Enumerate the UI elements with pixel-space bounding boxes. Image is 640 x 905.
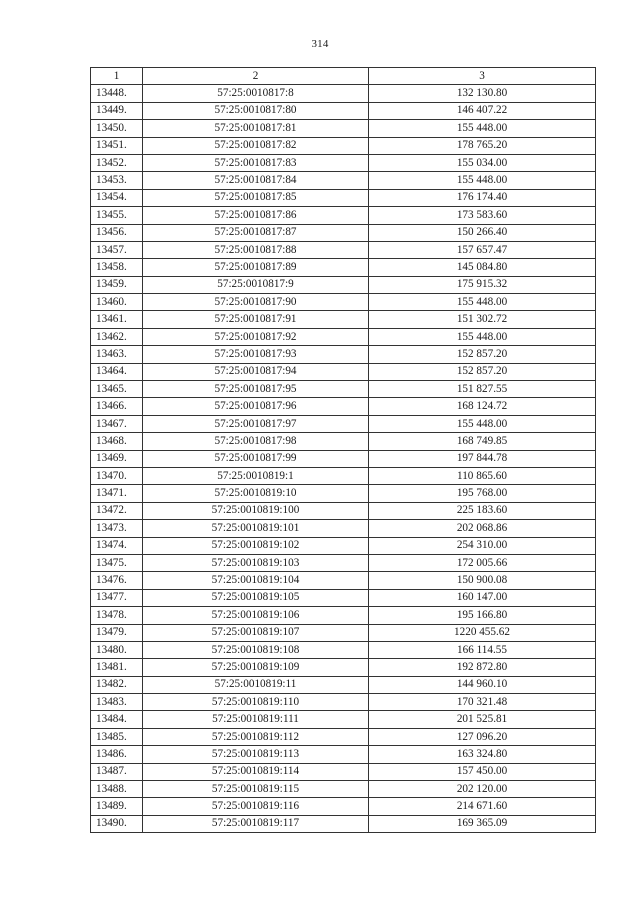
table-row — [91, 781, 596, 798]
value-cell: 144 960.10 — [369, 676, 596, 693]
cadastral-number-cell: 57:25:0010819:117 — [143, 815, 369, 832]
value-cell: 170 321.48 — [369, 694, 596, 711]
cadastral-number-cell: 57:25:0010819:105 — [143, 589, 369, 606]
value-cell: 155 034.00 — [369, 154, 596, 171]
row-number-cell: 13488. — [91, 781, 143, 798]
value-cell: 145 084.80 — [369, 259, 596, 276]
value-cell: 225 183.60 — [369, 502, 596, 519]
row-number-cell: 13467. — [91, 415, 143, 432]
header-col-1: 1 — [91, 68, 143, 85]
row-number-cell: 13469. — [91, 450, 143, 467]
row-number-cell: 13462. — [91, 328, 143, 345]
value-cell: 157 657.47 — [369, 241, 596, 258]
value-cell: 1220 455.62 — [369, 624, 596, 641]
table-row — [91, 815, 596, 832]
header-col-3: 3 — [369, 68, 596, 85]
value-cell: 155 448.00 — [369, 172, 596, 189]
value-cell: 214 671.60 — [369, 798, 596, 815]
value-cell: 152 857.20 — [369, 363, 596, 380]
cadastral-number-cell: 57:25:0010817:90 — [143, 294, 369, 311]
cadastral-number-cell: 57:25:0010817:87 — [143, 224, 369, 241]
row-number-cell: 13480. — [91, 641, 143, 658]
row-number-cell: 13458. — [91, 259, 143, 276]
value-cell: 172 005.66 — [369, 554, 596, 571]
table-row — [91, 502, 596, 519]
cadastral-number-cell: 57:25:0010819:10 — [143, 485, 369, 502]
cadastral-number-cell: 57:25:0010817:88 — [143, 241, 369, 258]
row-number-cell: 13463. — [91, 346, 143, 363]
table-row — [91, 711, 596, 728]
value-cell: 175 915.32 — [369, 276, 596, 293]
registry-table — [90, 67, 596, 833]
cadastral-number-cell: 57:25:0010817:86 — [143, 207, 369, 224]
table-row — [91, 572, 596, 589]
value-cell: 168 749.85 — [369, 433, 596, 450]
cadastral-number-cell: 57:25:0010819:103 — [143, 554, 369, 571]
table-row — [91, 589, 596, 606]
page-number: 314 — [311, 38, 329, 50]
table-row — [91, 728, 596, 745]
row-number-cell: 13448. — [91, 85, 143, 102]
table-row — [91, 676, 596, 693]
value-cell: 150 266.40 — [369, 224, 596, 241]
table-row — [91, 102, 596, 119]
table-row — [91, 137, 596, 154]
row-number-cell: 13451. — [91, 137, 143, 154]
value-cell: 160 147.00 — [369, 589, 596, 606]
value-cell: 195 768.00 — [369, 485, 596, 502]
table-row — [91, 450, 596, 467]
cadastral-number-cell: 57:25:0010819:116 — [143, 798, 369, 815]
cadastral-number-cell: 57:25:0010817:95 — [143, 381, 369, 398]
cadastral-number-cell: 57:25:0010817:91 — [143, 311, 369, 328]
table-row — [91, 415, 596, 432]
table-row — [91, 120, 596, 137]
row-number-cell: 13478. — [91, 607, 143, 624]
table-row — [91, 433, 596, 450]
row-number-cell: 13484. — [91, 711, 143, 728]
cadastral-number-cell: 57:25:0010817:99 — [143, 450, 369, 467]
value-cell: 155 448.00 — [369, 328, 596, 345]
value-cell: 169 365.09 — [369, 815, 596, 832]
value-cell: 195 166.80 — [369, 607, 596, 624]
cadastral-number-cell: 57:25:0010817:85 — [143, 189, 369, 206]
table-row — [91, 276, 596, 293]
cadastral-number-cell: 57:25:0010817:82 — [143, 137, 369, 154]
row-number-cell: 13479. — [91, 624, 143, 641]
table-row — [91, 294, 596, 311]
cadastral-number-cell: 57:25:0010817:92 — [143, 328, 369, 345]
row-number-cell: 13475. — [91, 554, 143, 571]
cadastral-number-cell: 57:25:0010819:1 — [143, 467, 369, 484]
table-row — [91, 485, 596, 502]
row-number-cell: 13457. — [91, 241, 143, 258]
value-cell: 151 302.72 — [369, 311, 596, 328]
table-body — [91, 85, 596, 833]
value-cell: 192 872.80 — [369, 659, 596, 676]
cadastral-number-cell: 57:25:0010817:93 — [143, 346, 369, 363]
cadastral-number-cell: 57:25:0010817:84 — [143, 172, 369, 189]
value-cell: 127 096.20 — [369, 728, 596, 745]
table-row — [91, 85, 596, 102]
table-row — [91, 520, 596, 537]
cadastral-number-cell: 57:25:0010819:102 — [143, 537, 369, 554]
row-number-cell: 13464. — [91, 363, 143, 380]
value-cell: 173 583.60 — [369, 207, 596, 224]
row-number-cell: 13477. — [91, 589, 143, 606]
cadastral-number-cell: 57:25:0010819:114 — [143, 763, 369, 780]
cadastral-number-cell: 57:25:0010817:81 — [143, 120, 369, 137]
row-number-cell: 13472. — [91, 502, 143, 519]
cadastral-number-cell: 57:25:0010817:83 — [143, 154, 369, 171]
cadastral-number-cell: 57:25:0010817:89 — [143, 259, 369, 276]
cadastral-number-cell: 57:25:0010819:109 — [143, 659, 369, 676]
table-row — [91, 554, 596, 571]
row-number-cell: 13486. — [91, 746, 143, 763]
header-col-2: 2 — [143, 68, 369, 85]
table-row — [91, 659, 596, 676]
table-row — [91, 381, 596, 398]
table-row — [91, 154, 596, 171]
value-cell: 152 857.20 — [369, 346, 596, 363]
table-row — [91, 694, 596, 711]
row-number-cell: 13460. — [91, 294, 143, 311]
table-row — [91, 537, 596, 554]
table-row — [91, 398, 596, 415]
cadastral-number-cell: 57:25:0010819:104 — [143, 572, 369, 589]
cadastral-number-cell: 57:25:0010819:110 — [143, 694, 369, 711]
value-cell: 178 765.20 — [369, 137, 596, 154]
row-number-cell: 13455. — [91, 207, 143, 224]
row-number-cell: 13476. — [91, 572, 143, 589]
row-number-cell: 13471. — [91, 485, 143, 502]
row-number-cell: 13453. — [91, 172, 143, 189]
row-number-cell: 13461. — [91, 311, 143, 328]
value-cell: 202 120.00 — [369, 781, 596, 798]
row-number-cell: 13485. — [91, 728, 143, 745]
cadastral-number-cell: 57:25:0010817:8 — [143, 85, 369, 102]
value-cell: 132 130.80 — [369, 85, 596, 102]
cadastral-number-cell: 57:25:0010817:9 — [143, 276, 369, 293]
table-row — [91, 607, 596, 624]
row-number-cell: 13473. — [91, 520, 143, 537]
row-number-cell: 13487. — [91, 763, 143, 780]
row-number-cell: 13481. — [91, 659, 143, 676]
cadastral-number-cell: 57:25:0010819:112 — [143, 728, 369, 745]
value-cell: 176 174.40 — [369, 189, 596, 206]
table-row — [91, 624, 596, 641]
row-number-cell: 13466. — [91, 398, 143, 415]
value-cell: 168 124.72 — [369, 398, 596, 415]
value-cell: 166 114.55 — [369, 641, 596, 658]
table-row — [91, 346, 596, 363]
cadastral-number-cell: 57:25:0010817:94 — [143, 363, 369, 380]
cadastral-number-cell: 57:25:0010819:106 — [143, 607, 369, 624]
cadastral-number-cell: 57:25:0010817:97 — [143, 415, 369, 432]
cadastral-number-cell: 57:25:0010817:96 — [143, 398, 369, 415]
header-row — [91, 68, 596, 85]
table-row — [91, 328, 596, 345]
cadastral-number-cell: 57:25:0010819:113 — [143, 746, 369, 763]
table-row — [91, 467, 596, 484]
row-number-cell: 13449. — [91, 102, 143, 119]
row-number-cell: 13456. — [91, 224, 143, 241]
value-cell: 155 448.00 — [369, 415, 596, 432]
row-number-cell: 13452. — [91, 154, 143, 171]
table-row — [91, 311, 596, 328]
cadastral-number-cell: 57:25:0010817:80 — [143, 102, 369, 119]
value-cell: 155 448.00 — [369, 120, 596, 137]
value-cell: 151 827.55 — [369, 381, 596, 398]
table-row — [91, 259, 596, 276]
value-cell: 254 310.00 — [369, 537, 596, 554]
row-number-cell: 13450. — [91, 120, 143, 137]
row-number-cell: 13468. — [91, 433, 143, 450]
value-cell: 201 525.81 — [369, 711, 596, 728]
value-cell: 202 068.86 — [369, 520, 596, 537]
cadastral-number-cell: 57:25:0010819:108 — [143, 641, 369, 658]
table-row — [91, 189, 596, 206]
table-row — [91, 172, 596, 189]
table-row — [91, 207, 596, 224]
value-cell: 150 900.08 — [369, 572, 596, 589]
table-row — [91, 241, 596, 258]
table-row — [91, 798, 596, 815]
row-number-cell: 13490. — [91, 815, 143, 832]
table-row — [91, 763, 596, 780]
row-number-cell: 13483. — [91, 694, 143, 711]
row-number-cell: 13470. — [91, 467, 143, 484]
row-number-cell: 13459. — [91, 276, 143, 293]
cadastral-number-cell: 57:25:0010819:111 — [143, 711, 369, 728]
value-cell: 163 324.80 — [369, 746, 596, 763]
table-row — [91, 363, 596, 380]
table-row — [91, 224, 596, 241]
value-cell: 157 450.00 — [369, 763, 596, 780]
cadastral-number-cell: 57:25:0010819:101 — [143, 520, 369, 537]
cadastral-number-cell: 57:25:0010817:98 — [143, 433, 369, 450]
value-cell: 110 865.60 — [369, 467, 596, 484]
value-cell: 197 844.78 — [369, 450, 596, 467]
cadastral-number-cell: 57:25:0010819:115 — [143, 781, 369, 798]
row-number-cell: 13482. — [91, 676, 143, 693]
row-number-cell: 13489. — [91, 798, 143, 815]
value-cell: 146 407.22 — [369, 102, 596, 119]
cadastral-number-cell: 57:25:0010819:100 — [143, 502, 369, 519]
table-header — [91, 68, 596, 85]
value-cell: 155 448.00 — [369, 294, 596, 311]
row-number-cell: 13465. — [91, 381, 143, 398]
cadastral-number-cell: 57:25:0010819:11 — [143, 676, 369, 693]
table-row — [91, 641, 596, 658]
row-number-cell: 13474. — [91, 537, 143, 554]
row-number-cell: 13454. — [91, 189, 143, 206]
cadastral-number-cell: 57:25:0010819:107 — [143, 624, 369, 641]
table-row — [91, 746, 596, 763]
